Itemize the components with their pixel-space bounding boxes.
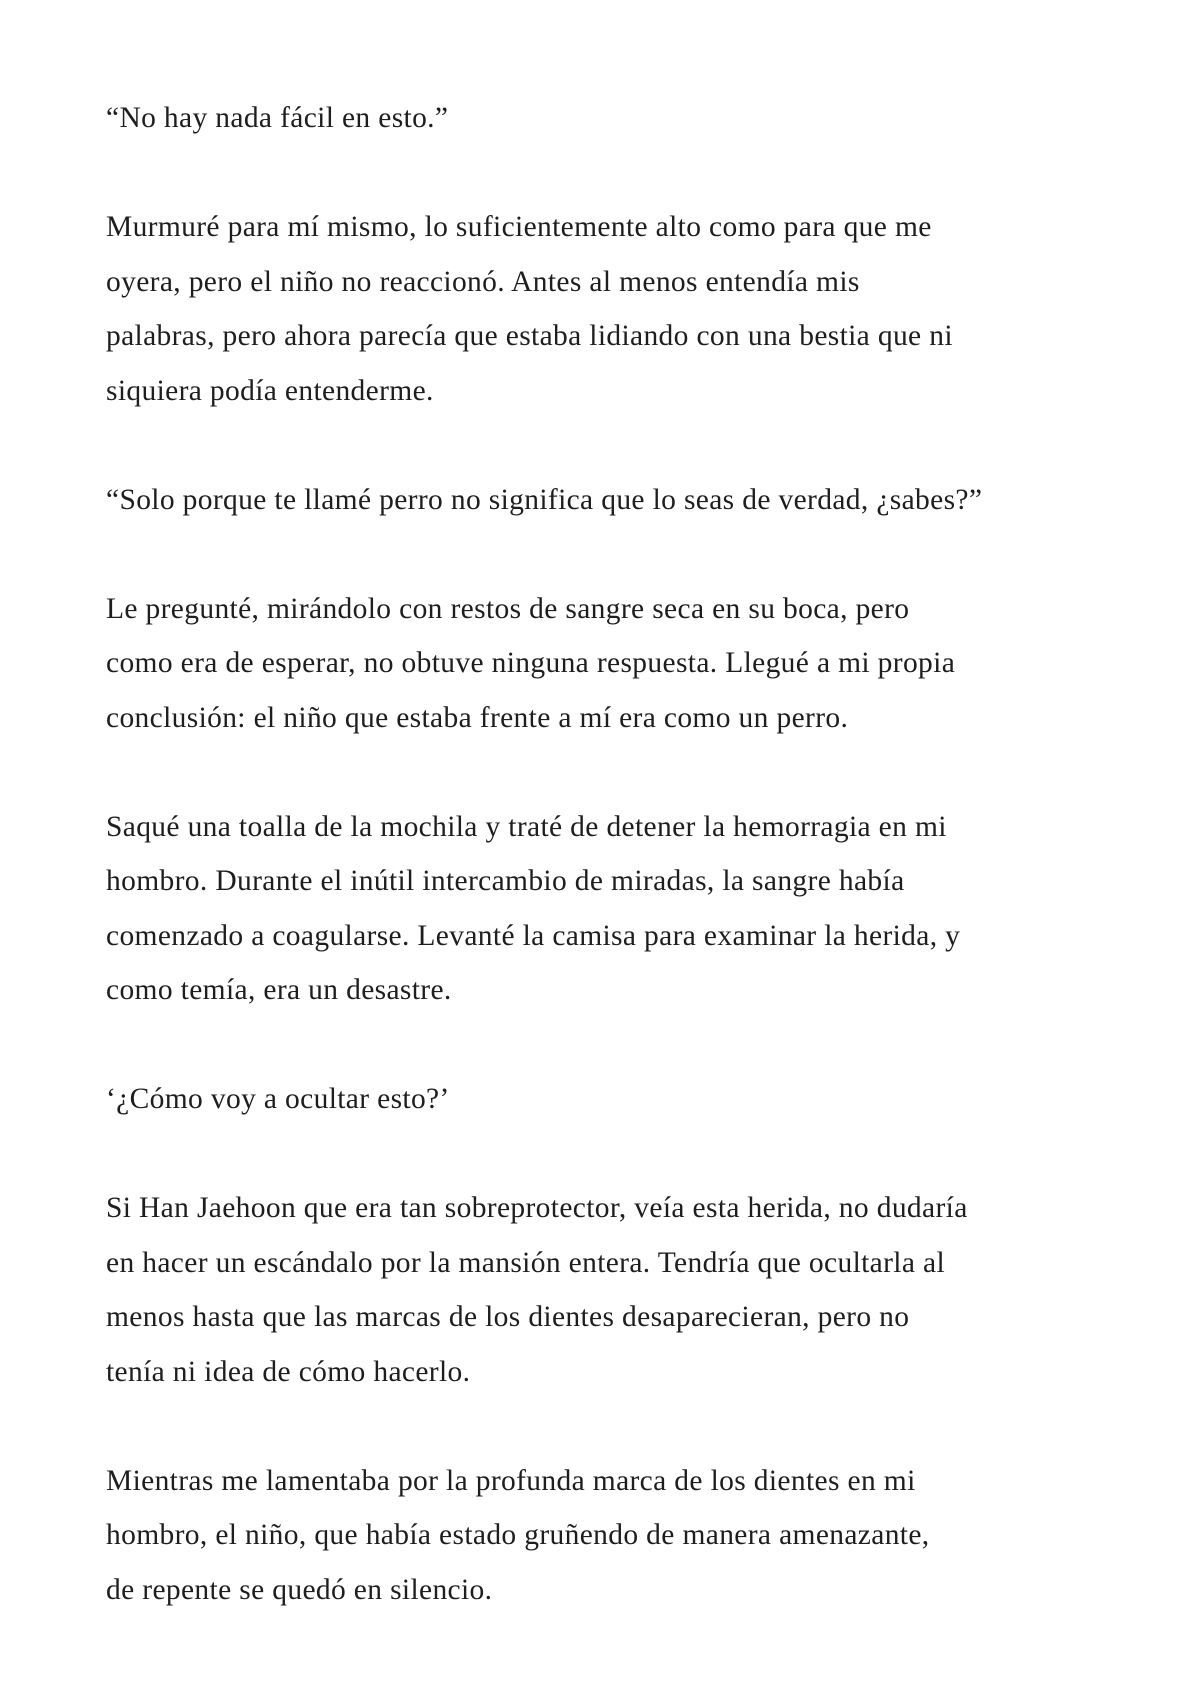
- text-line: como era de esperar, no obtuve ninguna respuesta. Llegué a mi propia: [106, 647, 956, 679]
- text-line: hombro, el niño, que había estado gruñendo de manera amenazante,: [106, 1519, 930, 1551]
- text-line: como temía, era un desastre.: [106, 974, 452, 1006]
- text-line: de repente se quedó en silencio.: [106, 1573, 493, 1606]
- text-line: Si Han Jaehoon que era tan sobreprotector, veía esta herida, no dudaría: [106, 1192, 968, 1224]
- text-line: comenzado a coagularse. Levanté la camisa para examinar la herida, y: [106, 919, 961, 952]
- text-line: Murmuré para mí mismo, lo suficientemente alto como para que me: [106, 211, 932, 243]
- text-line: “Solo porque te llamé perro no significa que lo seas de verdad, ¿sabes?”: [106, 483, 983, 516]
- text-line: oyera, pero el niño no reaccionó. Antes al menos entendía mis: [106, 265, 860, 298]
- text-line: “No hay nada fácil en esto.”: [106, 102, 449, 134]
- paragraph: [106, 1072, 1200, 1127]
- text-line: siquiera podía entenderme.: [106, 374, 434, 407]
- paragraph: [106, 582, 1200, 746]
- text-line: ‘¿Cómo voy a ocultar esto?’: [106, 1083, 450, 1115]
- text-line: en hacer un escándalo por la mansión entera. Tendría que ocultarla al: [106, 1246, 945, 1279]
- paragraph: [106, 91, 1200, 146]
- text-line: conclusión: el niño que estaba frente a mí era como un perro.: [106, 701, 849, 734]
- text-line: tenía ni idea de cómo hacerlo.: [106, 1355, 471, 1388]
- text-line: Saqué una toalla de la mochila y traté de detener la hemorragia en mi: [106, 810, 947, 843]
- paragraph: [106, 473, 1200, 528]
- text-line: palabras, pero ahora parecía que estaba lidiando con una bestia que ni: [106, 320, 953, 352]
- text-line: Le pregunté, mirándolo con restos de sangre seca en su boca, pero: [106, 592, 910, 625]
- paragraph: [106, 1181, 1200, 1399]
- paragraph: [106, 1454, 1200, 1618]
- text-line: hombro. Durante el inútil intercambio de miradas, la sangre había: [106, 865, 905, 897]
- paragraph: [106, 800, 1200, 1018]
- text-line: Mientras me lamentaba por la profunda marca de los dientes en mi: [106, 1464, 916, 1497]
- paragraph: [106, 200, 1200, 418]
- text-line: menos hasta que las marcas de los dientes desaparecieran, pero no: [106, 1301, 910, 1333]
